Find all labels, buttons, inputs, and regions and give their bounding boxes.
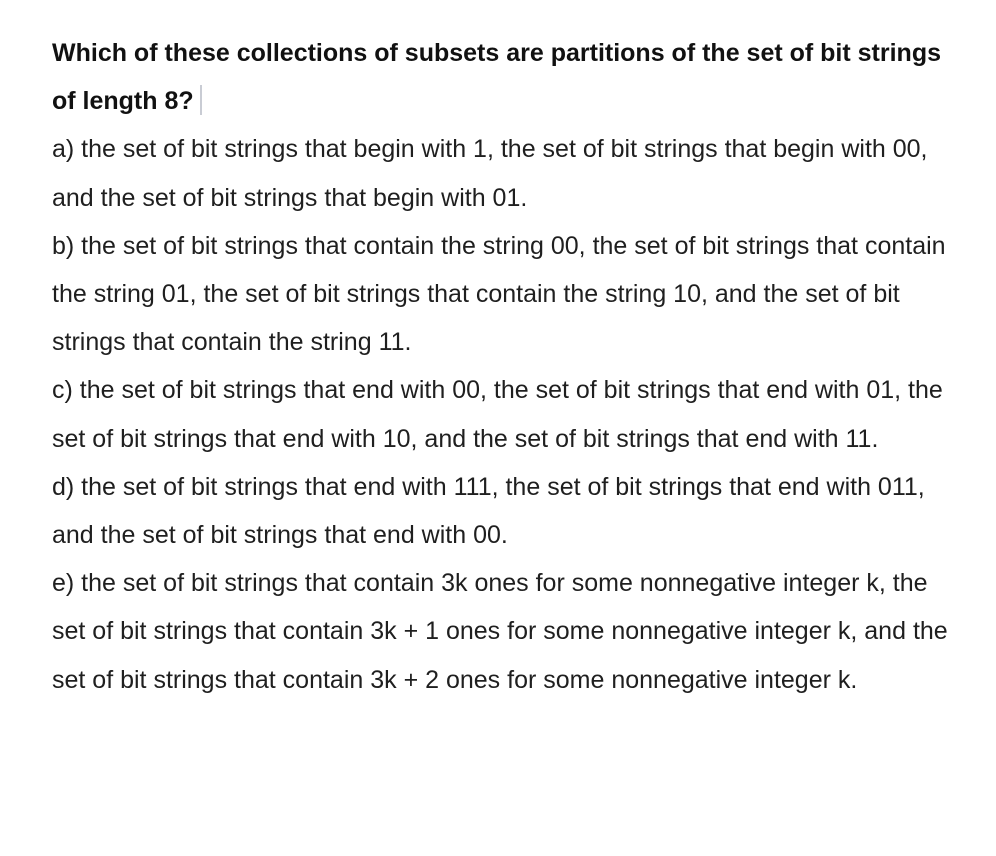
option-b: b) the set of bit strings that contain the string 00, the set of bit strings that contain the string 01, the set of bit strings that contain the string 10, and the set of bit strings that contain the string 11. <box>52 231 946 357</box>
option-c: c) the set of bit strings that end with 00, the set of bit strings that end with 01, the set of bit strings that end with 10, and the set of bit strings that end with 11. <box>52 376 943 453</box>
option-e: e) the set of bit strings that contain 3k ones for some nonnegative integer k, the set of bit strings that contain 3k + 1 ones for some nonnegative integer k, and the set of bit strings that contain 3k + 2 ones for some nonnegative integer k. <box>52 569 948 694</box>
text-cursor <box>200 85 202 115</box>
option-a: a) the set of bit strings that begin with 1, the set of bit strings that begin with 00, and the set of bit strings that begin with 01. <box>52 135 928 212</box>
option-d: d) the set of bit strings that end with 111, the set of bit strings that end with 011, and the set of bit strings that end with 00. <box>52 472 925 550</box>
question-heading[interactable] <box>52 29 952 125</box>
question-text: Which of these collections of subsets are partitions of the set of bit strings of length 8? <box>52 39 942 116</box>
document-body <box>52 29 952 704</box>
